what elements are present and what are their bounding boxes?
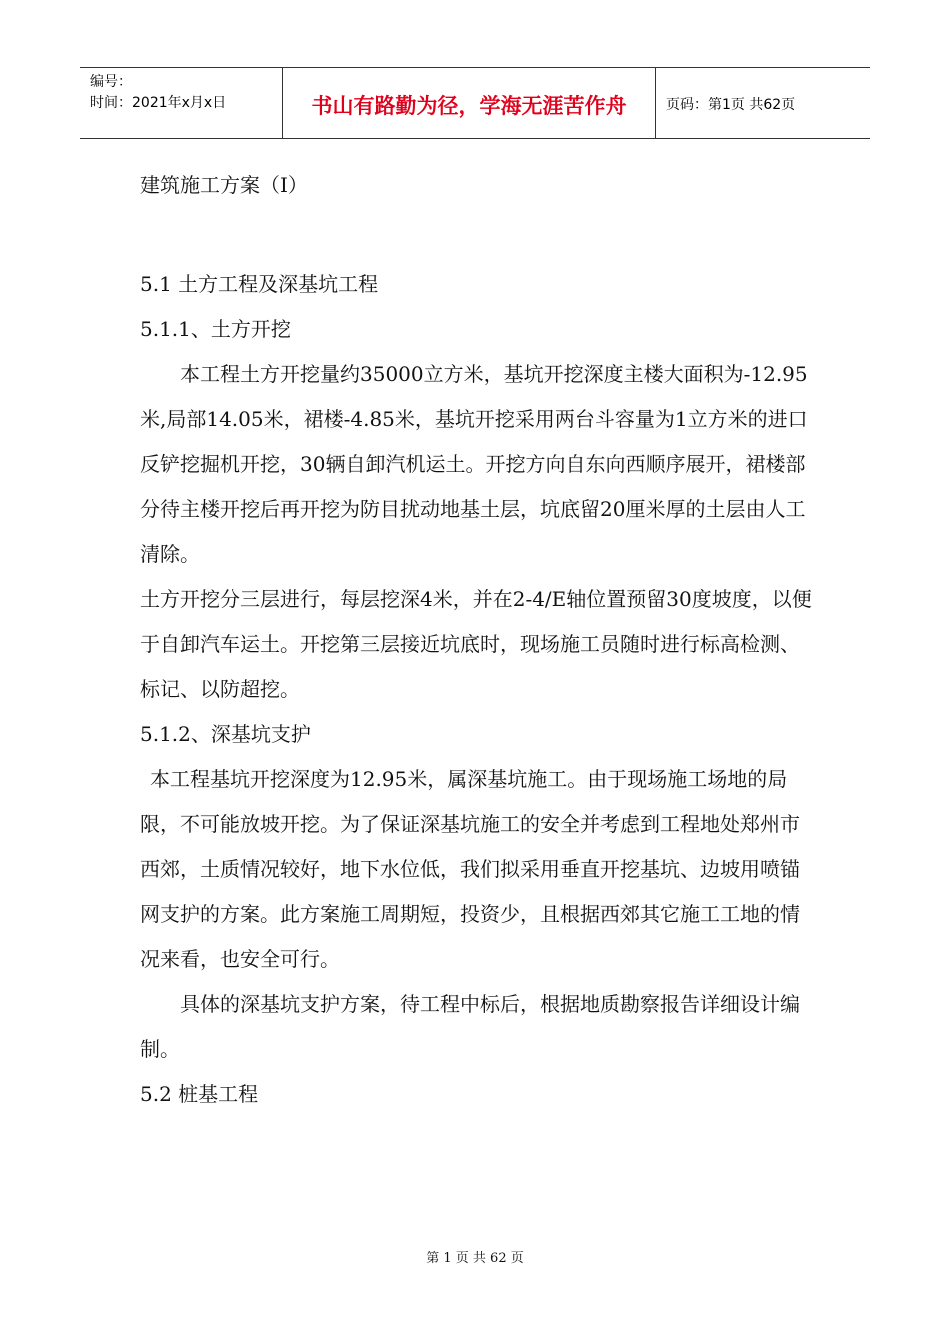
- doc-date-label: 时间：2021年x月x日: [90, 95, 227, 111]
- document-title: 建筑施工方案（I）: [140, 173, 308, 197]
- section-heading-5-1-1: 5.1.1、土方开挖: [140, 317, 291, 341]
- paragraph-excavation-layers: 土方开挖分三层进行，每层挖深4米，并在2-4/E轴位置预留30度坡度，以便于自卸汽车运土。开挖第三层接近坑底时，现场施工员随时进行标高检测、标记、以防超挖。: [140, 587, 812, 701]
- paragraph-pit-support: 本工程基坑开挖深度为12.95米，属深基坑施工。由于现场施工场地的局限，不可能放坡开挖。为了保证深基坑施工的安全并考虑到工程地处郑州市西郊，土质情况较好，地下水位低，我们拟采用垂直开挖基坑、边坡用喷锚网支护的方案。此方案施工周期短，投资少，且根据西郊其它施工工地的情况来看，也安全可行。: [140, 767, 800, 971]
- header-info-cell: [80, 68, 283, 138]
- paragraph-support-plan: 具体的深基坑支护方案，待工程中标后，根据地质勘察报告详细设计编制。: [140, 992, 800, 1061]
- page-number-label: 页码：第1页 共62页: [666, 97, 796, 113]
- section-heading-5-2: 5.2 桩基工程: [140, 1082, 259, 1106]
- header-motto-cell: [283, 68, 656, 138]
- page-header: [80, 67, 870, 139]
- paragraph-excavation-volume: 本工程土方开挖量约35000立方米，基坑开挖深度主楼大面积为-12.95米,局部14.05米，裙楼-4.85米，基坑开挖采用两台斗容量为1立方米的进口反铲挖掘机开挖，30辆自卸汽机运土。开挖方向自东向西顺序展开，裙楼部分待主楼开挖后再开挖为防目扰动地基土层，坑底留20厘米厚的土层由人工清除。: [140, 362, 808, 566]
- motto-text: 书山有路勤为径，学海无涯苦作舟: [311, 94, 627, 118]
- header-page-cell: [656, 68, 870, 138]
- section-heading-5-1-2: 5.1.2、深基坑支护: [140, 722, 311, 746]
- page-footer: 第 1 页 共 62 页: [426, 1251, 524, 1266]
- doc-code-label: 编号：: [90, 74, 132, 90]
- section-heading-5-1: 5.1 土方工程及深基坑工程: [140, 272, 379, 296]
- document-body: [140, 262, 812, 1117]
